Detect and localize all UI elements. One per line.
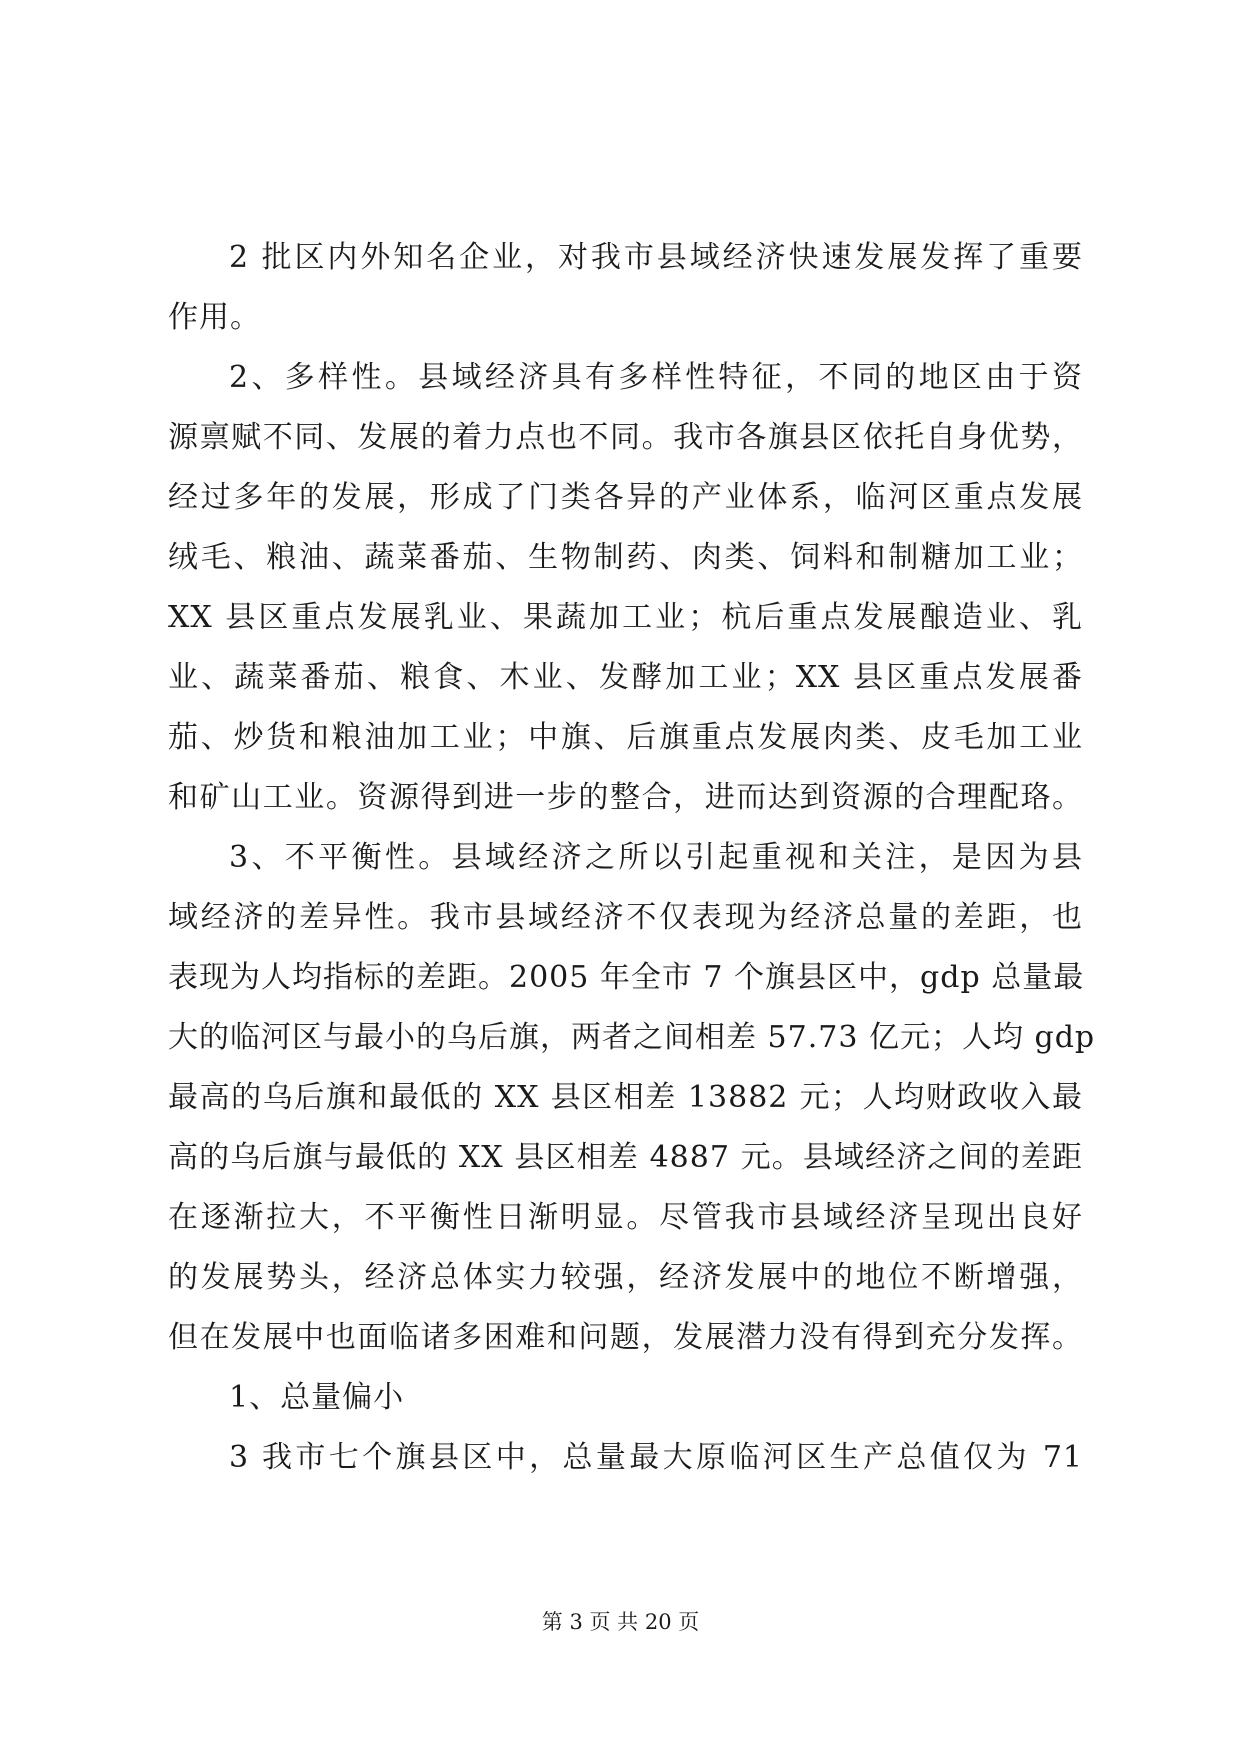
text-line: 2 批区内外知名企业，对我市县域经济快速发展发挥了重要 <box>229 240 1083 275</box>
text-line: 最高的乌后旗和最低的 XX 县区相差 13882 元；人均财政收入最 <box>168 1080 1083 1115</box>
text-line: 但在发展中也面临诸多困难和问题，发展潜力没有得到充分发挥。 <box>168 1320 1083 1355</box>
document-body <box>168 228 1096 1488</box>
text-line: 2、多样性。县域经济具有多样性特征，不同的地区由于资 <box>229 360 1083 395</box>
text-line: 3、不平衡性。县域经济之所以引起重视和关注，是因为县 <box>229 840 1083 875</box>
text-line: 大的临河区与最小的乌后旗，两者之间相差 57.73 亿元；人均 gdp <box>168 1020 1096 1055</box>
text-line: 经过多年的发展，形成了门类各异的产业体系，临河区重点发展 <box>168 480 1083 515</box>
text-line: 绒毛、粮油、蔬菜番茄、生物制药、肉类、饲料和制糖加工业； <box>168 540 1083 575</box>
page-number-footer: 第 3 页 共 20 页 <box>541 1610 700 1634</box>
text-line: 业、蔬菜番茄、粮食、木业、发酵加工业；XX 县区重点发展番 <box>168 660 1083 695</box>
text-line: 源禀赋不同、发展的着力点也不同。我市各旗县区依托自身优势， <box>168 420 1083 455</box>
text-line: 表现为人均指标的差距。2005 年全市 7 个旗县区中，gdp 总量最 <box>168 960 1085 995</box>
text-line: 作用。 <box>168 300 261 335</box>
text-line: XX 县区重点发展乳业、果蔬加工业；杭后重点发展酿造业、乳 <box>168 600 1083 635</box>
text-line: 的发展势头，经济总体实力较强，经济发展中的地位不断增强， <box>168 1260 1083 1295</box>
text-line: 茄、炒货和粮油加工业；中旗、后旗重点发展肉类、皮毛加工业 <box>168 720 1083 755</box>
text-line: 高的乌后旗与最低的 XX 县区相差 4887 元。县域经济之间的差距 <box>168 1140 1083 1175</box>
text-line: 在逐渐拉大，不平衡性日渐明显。尽管我市县域经济呈现出良好 <box>168 1200 1083 1235</box>
section-heading: 1、总量偏小 <box>229 1380 405 1415</box>
text-line: 域经济的差异性。我市县域经济不仅表现为经济总量的差距，也 <box>168 900 1083 935</box>
text-line: 和矿山工业。资源得到进一步的整合，进而达到资源的合理配珞。 <box>168 780 1083 815</box>
text-line: 3 我市七个旗县区中，总量最大原临河区生产总值仅为 71 <box>229 1440 1083 1475</box>
